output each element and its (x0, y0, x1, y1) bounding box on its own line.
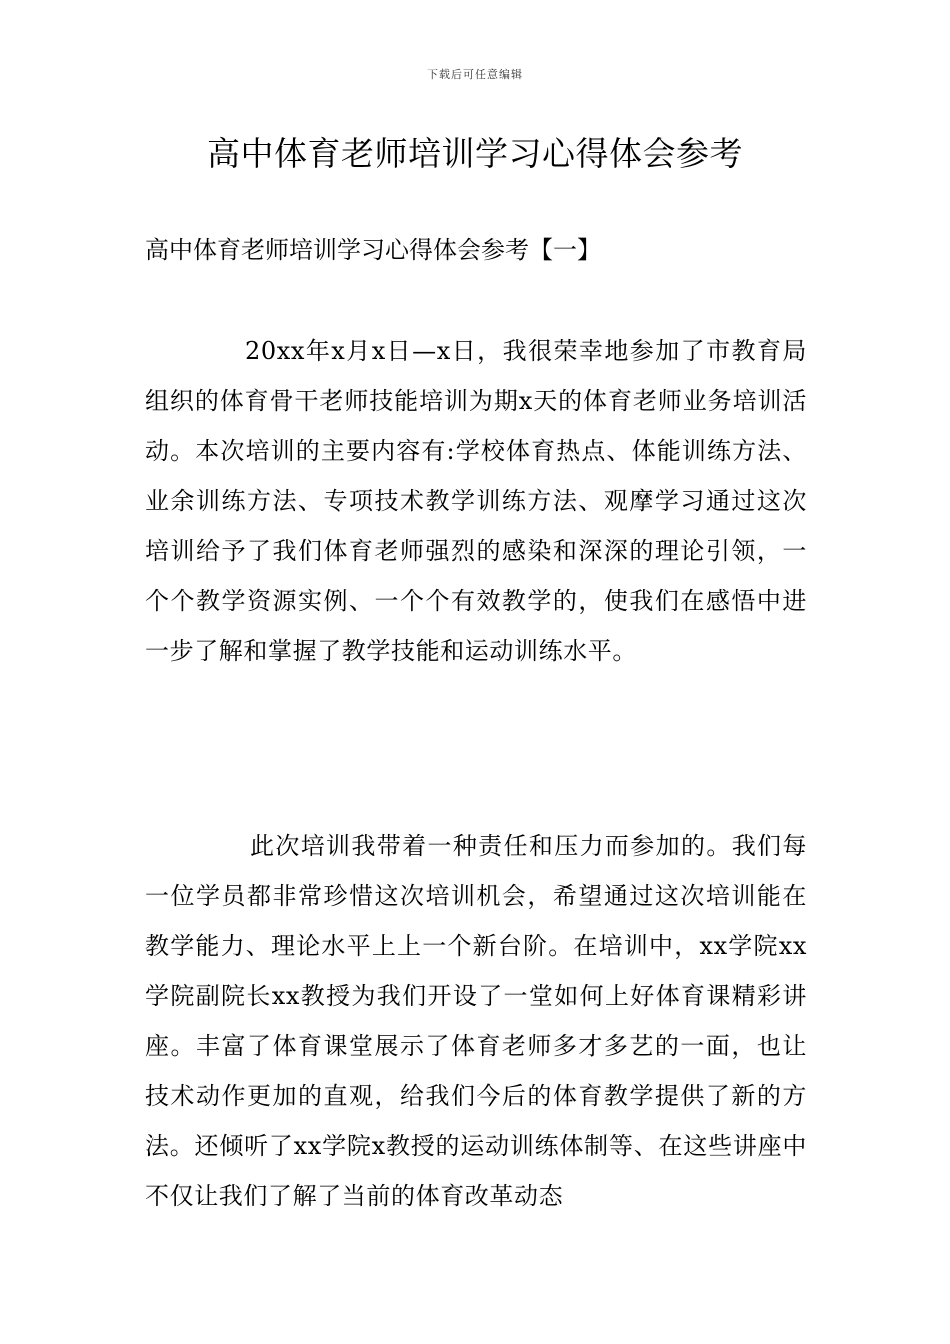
body-paragraph-2: 此次培训我带着一种责任和压力而参加的。我们每一位学员都非常珍惜这次培训机会，希望通过这次培训能在教学能力、理论水平上上一个新台阶。在培训中，xx学院xx学院副院长xx教授为我们开设了一堂如何上好体育课精彩讲座。丰富了体育课堂展示了体育老师多才多艺的一面，也让技术动作更加的直观，给我们今后的体育教学提供了新的方法。还倾听了xx学院x教授的运动训练体制等、在这些讲座中不仅让我们了解了当前的体育改革动态 (145, 832, 807, 1210)
body-paragraph-1: 20xx年x月x日—x日，我很荣幸地参加了市教育局组织的体育骨干老师技能培训为期x天的体育老师业务培训活动。本次培训的主要内容有:学校体育热点、体能训练方法、业余训练方法、专项技术教学训练方法、观摩学习通过这次培训给予了我们体育老师强烈的感染和深深的理论引领，一个个教学资源实例、一个个有效教学的，使我们在感悟中进一步了解和掌握了教学技能和运动训练水平。 (145, 337, 807, 665)
header-note: 下载后可任意编辑 (427, 68, 523, 81)
section-heading: 高中体育老师培训学习心得体会参考【一】 (145, 236, 601, 264)
document-title: 高中体育老师培训学习心得体会参考 (207, 134, 743, 173)
